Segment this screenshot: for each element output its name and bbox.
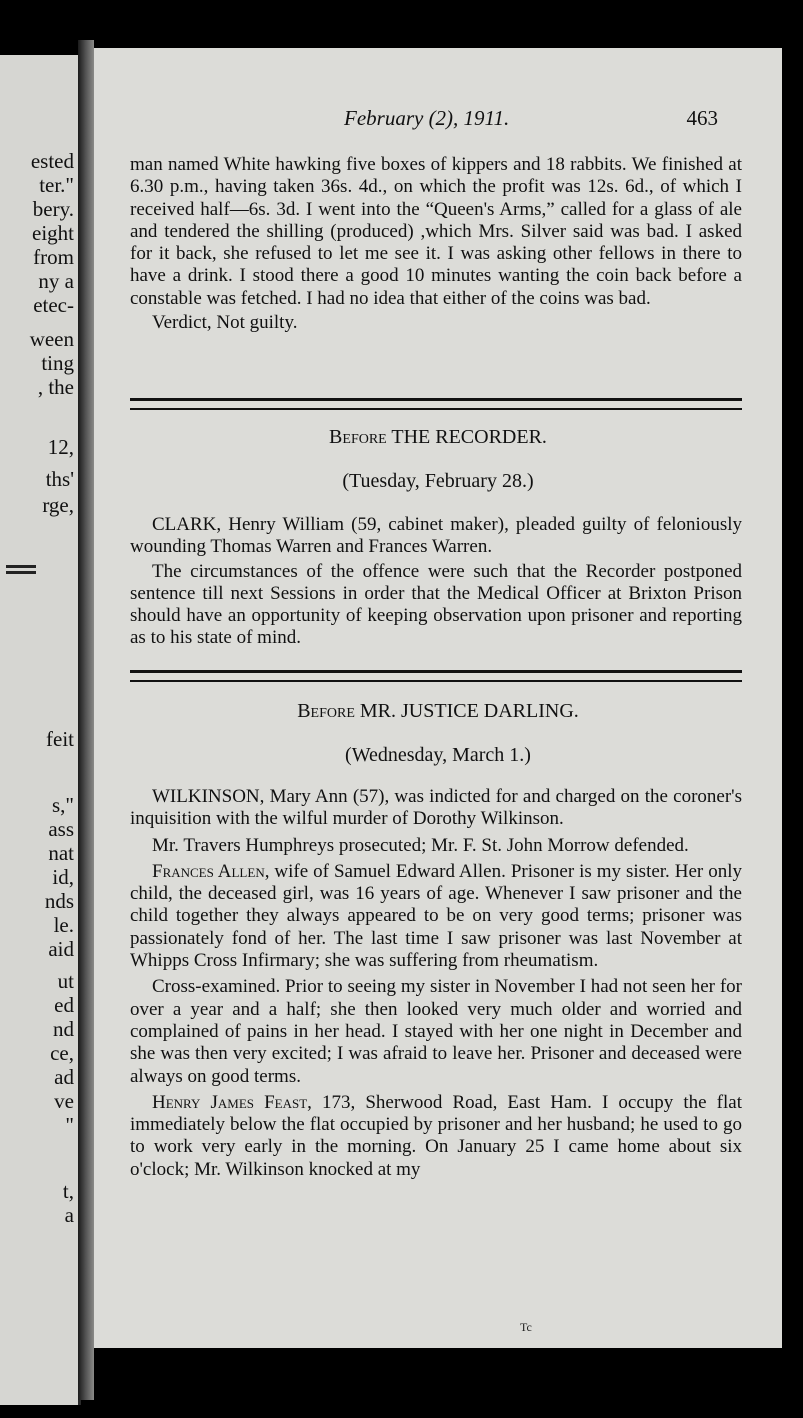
case-paragraph: CLARK, Henry William (59, cabinet maker), pleaded guilty of feloniously wounding Thomas Warren and Frances Warren.	[130, 514, 742, 558]
witness-paragraph	[130, 861, 742, 972]
heading-judge: MR. JUSTICE DARLING.	[359, 700, 579, 722]
case-paragraph: Mr. Travers Humphreys prosecuted; Mr. F. St. John Morrow defended.	[152, 834, 689, 856]
margin-fragment: ed	[54, 993, 74, 1017]
margin-fragment: bery.	[32, 197, 74, 221]
margin-fragment: ny a	[38, 269, 74, 293]
testimony-paragraph: man named White hawking five boxes of kippers and 18 rabbits. We finished at 6.30 p.m., having taken 36s. 4d., on which the profit was 12s. 6d., of which I received half—6s. 3d. I went into the “Queen's Arms,” called for a glass of ale and tendered the shilling (produced) ,which Mrs. Silver said was bad. I asked for it back, she refused to let me see it. I was asking other fellows in there to have a drink. I stood there a good 10 minutes wanting the coin back before a constable was fetched. I had no idea that either of the coins was bad.	[130, 154, 742, 309]
heading-before: Before	[297, 700, 355, 722]
margin-fragment: ths'	[45, 467, 74, 491]
page-edge-shadow	[782, 52, 803, 1352]
section-divider	[130, 398, 742, 410]
margin-fragment: s,"	[52, 793, 74, 817]
margin-fragment: le.	[53, 913, 74, 937]
recorder-section	[130, 514, 742, 650]
case-paragraph: The circumstances of the offence were such that the Recorder postponed sentence till next Sessions in order that the Medical Officer at Brixton Prison should have an opportunity of keeping observation upon prisoner and reporting as to his state of mind.	[130, 560, 742, 649]
margin-fragment: id,	[52, 865, 74, 889]
margin-fragment: etec-	[33, 293, 74, 317]
header-title: February (2), 1911.	[344, 106, 510, 130]
court-heading	[94, 426, 782, 449]
page-number: 463	[686, 106, 718, 130]
margin-fragment: ut	[57, 969, 74, 993]
margin-fragment: from	[33, 245, 74, 269]
witness-name: Frances Allen	[152, 860, 265, 882]
margin-fragment: ested	[30, 149, 74, 173]
cross-examination: Cross-examined. Prior to seeing my sister in November I had not seen her for over a year and a half; she then looked very much older and worried and complained of pains in her head. I stayed with her one night in December and she was then very excited; I was afraid to leave her. Prisoner and deceased were always on good terms.	[130, 976, 742, 1087]
margin-fragment: a	[64, 1203, 74, 1227]
continuation-section	[130, 154, 742, 334]
book-page	[94, 48, 782, 1348]
section-divider	[130, 670, 742, 682]
hearing-date: (Tuesday, February 28.)	[342, 470, 534, 492]
heading-judge: THE RECORDER.	[391, 426, 547, 448]
margin-fragment: , the	[37, 375, 74, 399]
margin-fragment: nat	[48, 841, 74, 865]
margin-fragment: ce,	[50, 1041, 74, 1065]
witness-testimony: , 173, Sherwood Road, East Ham. I occupy the flat immediately below the flat occupied by prisoner and her husband; he used to go to work very early in the morning. On January 25 I came home about six o'clock; Mr. Wilkinson knocked at my	[130, 1091, 742, 1180]
witness-name: Henry James Feast	[152, 1091, 308, 1113]
margin-fragment: rge,	[42, 493, 74, 517]
margin-fragment: ter."	[39, 173, 74, 197]
margin-fragment: nds	[44, 889, 74, 913]
printer-mark: Tc	[520, 1320, 532, 1334]
witness-testimony: , wife of Samuel Edward Allen. Prisoner is my sister. Her only child, the deceased girl, was 16 years of age. Whenever I saw prisoner and the child together they always appeared to be on very good terms; prisoner was passionately fond of her. The last time I saw prisoner was last November at Whipps Cross Infirmary; she was suffering from rheumatism.	[130, 860, 742, 972]
margin-fragment: ass	[48, 817, 74, 841]
margin-fragment: 12,	[47, 435, 74, 459]
margin-fragment: t,	[62, 1179, 74, 1203]
case-paragraph: WILKINSON, Mary Ann (57), was indicted for and charged on the coroner's inquisition with the wilful murder of Dorothy Wilkinson.	[130, 786, 742, 830]
heading-before: Before	[329, 426, 387, 448]
margin-rule	[6, 565, 36, 568]
margin-fragment: ween	[29, 327, 74, 351]
book-spine	[78, 40, 94, 1400]
darling-section	[130, 786, 742, 1181]
verdict: Verdict, Not guilty.	[152, 312, 298, 334]
margin-fragment: nd	[53, 1017, 74, 1041]
margin-fragment: ting	[41, 351, 74, 375]
margin-fragment: ad	[54, 1065, 74, 1089]
witness-paragraph	[130, 1092, 742, 1181]
margin-fragment: eight	[32, 221, 74, 245]
margin-rule	[6, 571, 36, 574]
court-heading	[94, 700, 782, 723]
hearing-date: (Wednesday, March 1.)	[345, 744, 531, 766]
left-facing-page	[0, 55, 81, 1405]
margin-fragment: feit	[46, 727, 74, 751]
margin-fragment: aid	[48, 937, 74, 961]
margin-fragment: ve	[54, 1089, 74, 1113]
margin-fragment: "	[65, 1113, 74, 1137]
